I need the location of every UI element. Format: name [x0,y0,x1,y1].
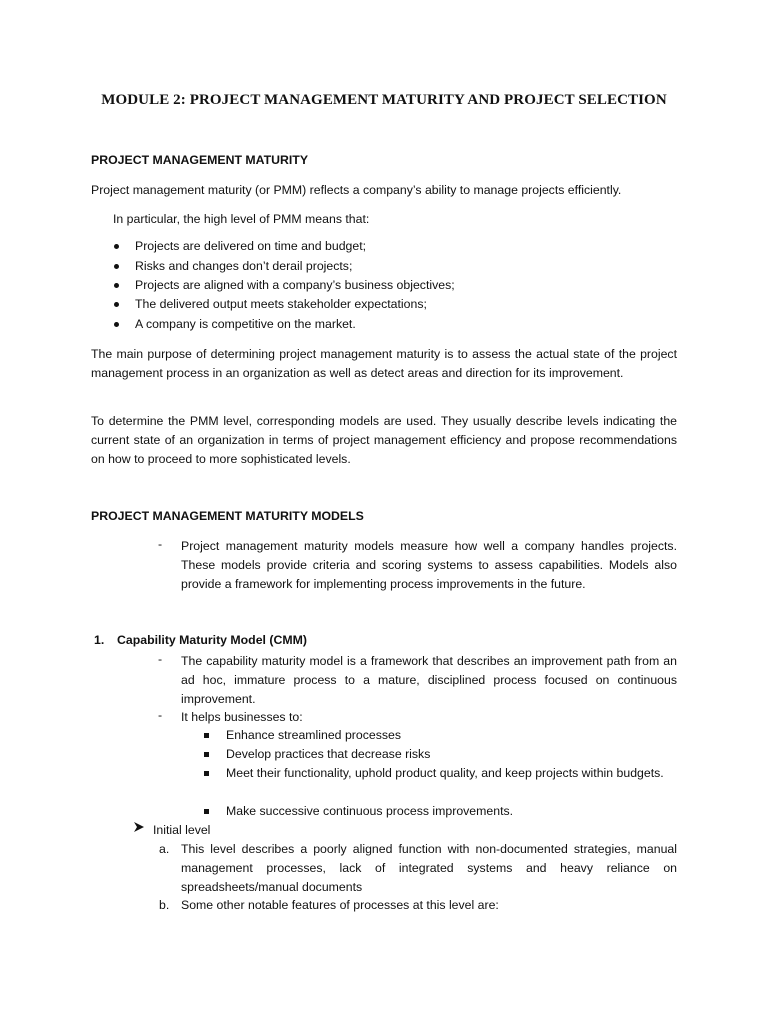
bullet-dot-icon [114,264,119,269]
section-heading-pmm: PROJECT MANAGEMENT MATURITY [91,153,309,167]
section-heading-models: PROJECT MANAGEMENT MATURITY MODELS [91,509,364,523]
bullet-square-icon [204,752,209,757]
page-title: MODULE 2: PROJECT MANAGEMENT MATURITY AND PROJECT SELECTION [101,92,667,108]
list-item-text: Some other notable features of processes at this level are: [181,898,499,912]
bullet-dot-icon [114,283,119,288]
arrow-bullet-icon [133,821,145,836]
bullet-dot-icon [114,244,119,249]
bullet-square-icon [204,771,209,776]
bullet-text: Risks and changes don’t derail projects; [135,259,353,273]
bullet-text: Meet their functionality, uphold product quality, and keep projects within budgets. [226,766,664,780]
bullet-text: A company is competitive on the market. [135,317,356,331]
bullet-dot-icon [114,322,119,327]
list-letter: b. [159,898,170,912]
dash-marker-icon: - [158,652,163,666]
bullet-text: Projects are delivered on time and budget; [135,239,367,253]
models-description: Project management maturity models measure how well a company handles projects. These models provide criteria and scoring systems to assess capabilities. Models also provide a framework for implementing process improvements in the future. [181,539,677,591]
dash-marker-icon: - [158,708,163,722]
bullet-text: Develop practices that decrease risks [226,747,431,761]
bullet-text: Projects are aligned with a company’s business objectives; [135,278,455,292]
cmm-helps-label: It helps businesses to: [181,710,303,724]
initial-level-label: Initial level [153,823,211,837]
dash-marker-icon: - [158,537,163,551]
bullet-square-icon [204,809,209,814]
bullet-text: Make successive continuous process improvements. [226,804,514,818]
cmm-heading: Capability Maturity Model (CMM) [117,633,307,647]
cmm-description: The capability maturity model is a framework that describes an improvement path from an ad hoc, immature process to a mature, disciplined process focused on continuous improvement. [181,654,677,706]
bullet-square-icon [204,733,209,738]
bullet-dot-icon [114,302,119,307]
purpose-paragraph: The main purpose of determining project management maturity is to assess the actual state of the project management process in an organization as well as detect areas and direction for its improvement. [91,347,677,380]
list-item-text: This level describes a poorly aligned function with non-documented strategies, manual management processes, lack of integrated systems and heavy reliance on spreadsheets/manual documents [181,842,677,894]
list-letter: a. [159,842,170,856]
lead-paragraph: In particular, the high level of PMM means that: [113,212,370,226]
intro-paragraph: Project management maturity (or PMM) reflects a company’s ability to manage projects efficiently. [91,183,622,197]
bullet-text: The delivered output meets stakeholder expectations; [135,297,427,311]
bullet-text: Enhance streamlined processes [226,728,401,742]
pmm-level-paragraph: To determine the PMM level, corresponding models are used. They usually describe levels indicating the current state of an organization in terms of project management efficiency and propose recommendations on how to proceed to more sophisticated levels. [91,414,677,466]
list-number: 1. [94,633,105,647]
